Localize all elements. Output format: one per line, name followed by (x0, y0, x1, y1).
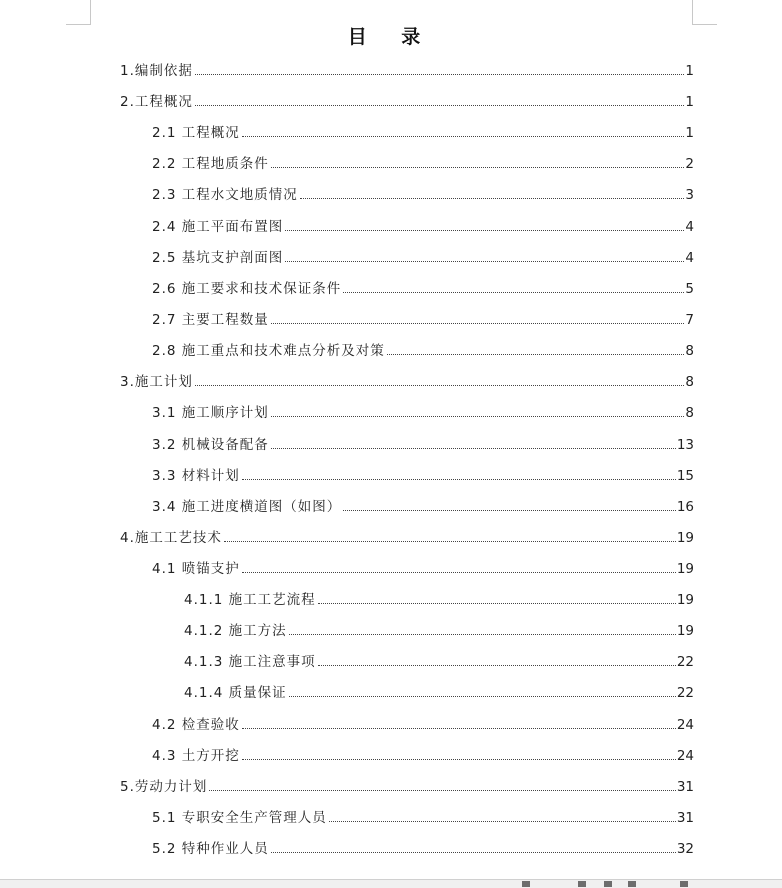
toc-leader (387, 354, 685, 355)
toc-entry[interactable] (152, 838, 694, 860)
toc-entry[interactable] (152, 309, 694, 331)
toc-page-number: 19 (676, 561, 694, 577)
toc-page-number: 22 (676, 685, 694, 701)
toc-leader (289, 634, 676, 635)
toc-leader (343, 292, 684, 293)
toc-page-number: 4 (685, 219, 694, 235)
toc-entry-label: 2.6 施工要求和技术保证条件 (152, 281, 342, 297)
toc-entry[interactable] (184, 651, 694, 673)
toc-entry-label: 3.3 材料计划 (152, 468, 240, 484)
toc-entry[interactable] (120, 371, 694, 393)
toc-leader (195, 105, 685, 106)
toc-entry-label: 5.2 特种作业人员 (152, 841, 269, 857)
toc-entry-label: 2.7 主要工程数量 (152, 312, 269, 328)
toc-page-number: 24 (676, 717, 694, 733)
toc-entry-label: 3.1 施工顺序计划 (152, 405, 269, 421)
toc-entry[interactable] (120, 527, 694, 549)
toc-entry[interactable] (152, 122, 694, 144)
toc-leader (285, 230, 684, 231)
toc-entry-label: 3.施工计划 (120, 374, 193, 390)
toc-title: 目 录 (347, 26, 435, 48)
toc-entry-label: 4.1.2 施工方法 (184, 623, 287, 639)
toc-page-number: 8 (685, 343, 694, 359)
toc-entry[interactable] (184, 682, 694, 704)
toc-entry-label: 4.3 土方开挖 (152, 748, 240, 764)
toc-entry-label: 2.8 施工重点和技术难点分析及对策 (152, 343, 385, 359)
toc-leader (242, 728, 676, 729)
toc-entry[interactable] (152, 465, 694, 487)
toc-entry-label: 5.1 专职安全生产管理人员 (152, 810, 327, 826)
toc-page-number: 5 (685, 281, 694, 297)
toc-entry[interactable] (120, 60, 694, 82)
toc-page-number: 4 (685, 250, 694, 266)
toc-leader (242, 479, 676, 480)
toc-leader (285, 261, 684, 262)
toc-page-number: 16 (676, 499, 694, 515)
toc-page-number: 19 (676, 623, 694, 639)
toc-entry-label: 2.1 工程概况 (152, 125, 240, 141)
toc-leader (242, 572, 676, 573)
toc-entry[interactable] (152, 216, 694, 238)
toc-leader (318, 665, 676, 666)
toc-entry-label: 5.劳动力计划 (120, 779, 208, 795)
toc-page-number: 22 (676, 654, 694, 670)
toc-page-number: 19 (676, 592, 694, 608)
toc-entry-label: 4.1.1 施工工艺流程 (184, 592, 316, 608)
zoom-out-icon[interactable] (628, 881, 636, 887)
toc-page-number: 15 (676, 468, 694, 484)
toc-page-number: 1 (685, 63, 694, 79)
toc-leader (195, 385, 685, 386)
toc-page-number: 3 (685, 187, 694, 203)
toc-entry-label: 4.1 喷锚支护 (152, 561, 240, 577)
toc-leader (224, 541, 676, 542)
toc-entry[interactable] (152, 745, 694, 767)
toc-leader (242, 136, 685, 137)
toc-leader (343, 510, 676, 511)
toc-leader (300, 198, 685, 199)
toc-leader (289, 696, 676, 697)
toc-leader (271, 167, 685, 168)
toc-entry[interactable] (184, 589, 694, 611)
toc-entry-label: 2.5 基坑支护剖面图 (152, 250, 284, 266)
toc-entry[interactable] (120, 91, 694, 113)
toc-entry-label: 2.3 工程水文地质情况 (152, 187, 298, 203)
toc-entry-label: 2.工程概况 (120, 94, 193, 110)
toc-entry[interactable] (152, 184, 694, 206)
toc-page-number: 1 (685, 125, 694, 141)
toc-entry-label: 4.1.4 质量保证 (184, 685, 287, 701)
toc-entry[interactable] (152, 153, 694, 175)
toc-entry[interactable] (152, 402, 694, 424)
toc-page-number: 8 (685, 374, 694, 390)
toc-leader (318, 603, 676, 604)
toc-entry-label: 4.1.3 施工注意事项 (184, 654, 316, 670)
toc-entry-label: 2.2 工程地质条件 (152, 156, 269, 172)
toc-page-number: 31 (676, 810, 694, 826)
print-layout-icon[interactable] (578, 881, 586, 887)
toc-leader (271, 323, 685, 324)
toc-entry[interactable] (152, 247, 694, 269)
toc-entry[interactable] (152, 434, 694, 456)
toc-page-number: 32 (676, 841, 694, 857)
toc-entry[interactable] (152, 278, 694, 300)
web-layout-icon[interactable] (604, 881, 612, 887)
toc-entry-label: 3.2 机械设备配备 (152, 437, 269, 453)
toc-page-number: 7 (685, 312, 694, 328)
toc-entry[interactable] (152, 496, 694, 518)
zoom-in-icon[interactable] (680, 881, 688, 887)
toc-entry-label: 4.施工工艺技术 (120, 530, 222, 546)
toc-entry[interactable] (152, 558, 694, 580)
toc-leader (271, 448, 676, 449)
toc-page-number: 2 (685, 156, 694, 172)
toc-entry[interactable] (152, 714, 694, 736)
toc-entry[interactable] (152, 340, 694, 362)
toc-page-number: 1 (685, 94, 694, 110)
toc-entry-label: 4.2 检查验收 (152, 717, 240, 733)
toc-leader (209, 790, 675, 791)
toc-page-number: 24 (676, 748, 694, 764)
toc-leader (271, 852, 676, 853)
read-mode-icon[interactable] (522, 881, 530, 887)
toc-page-number: 19 (676, 530, 694, 546)
toc-leader (195, 74, 685, 75)
toc-page-number: 8 (685, 405, 694, 421)
toc-entry-label: 2.4 施工平面布置图 (152, 219, 284, 235)
toc-leader (242, 759, 676, 760)
toc-page-number: 31 (676, 779, 694, 795)
toc-entry-label: 3.4 施工进度横道图（如图） (152, 499, 342, 515)
toc-page-number: 13 (676, 437, 694, 453)
toc-entry[interactable] (152, 807, 694, 829)
toc-leader (329, 821, 676, 822)
toc-entry-label: 1.编制依据 (120, 63, 193, 79)
toc-entry[interactable] (120, 776, 694, 798)
toc-leader (271, 416, 685, 417)
toc-entry[interactable] (184, 620, 694, 642)
